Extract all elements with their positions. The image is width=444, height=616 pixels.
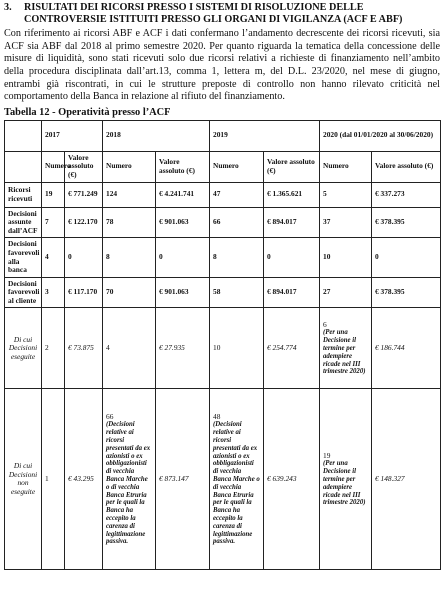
header-year-2020: 2020 (dal 01/01/2020 al 30/06/2020) — [320, 120, 441, 151]
header-year-2019: 2019 — [210, 120, 320, 151]
table-cell: € 901.063 — [156, 207, 210, 238]
table-cell: 47 — [210, 182, 264, 207]
table-cell: 7 — [42, 207, 65, 238]
section-heading — [4, 2, 440, 25]
row-label: Decisioni favorevoli al cliente — [5, 277, 42, 308]
table-cell: € 771.249 — [65, 182, 103, 207]
cell-note: (Per una Decisione il termine per adempiere ricade nel III trimestre 2020) — [323, 460, 366, 507]
subheader-numero: Numero — [103, 151, 156, 182]
table-cell: 0 — [372, 238, 441, 277]
table-cell: € 901.063 — [156, 277, 210, 308]
table-header-sub — [5, 151, 441, 182]
cell-number: 48 — [213, 411, 221, 421]
subheader-valore: Valore assoluto (€) — [156, 151, 210, 182]
cell-number: 19 — [323, 450, 331, 460]
table-cell — [210, 389, 264, 570]
table-cell: € 117.170 — [65, 277, 103, 308]
section-number: 3. — [4, 2, 12, 13]
table-cell: € 378.395 — [372, 277, 441, 308]
cell-note: (Decisioni relative ai ricorsi presentati da ex azionisti o ex obbligazionisti di vecchia Banca Marche o di vecchia Banca Etruria per le quali la Banca ha eccepito la carenza di legittimazione passiva. — [106, 421, 151, 546]
table-cell: 66 — [210, 207, 264, 238]
table-header-years — [5, 120, 441, 151]
table-cell: € 43.295 — [65, 389, 103, 570]
table-cell: 27 — [320, 277, 372, 308]
header-empty — [5, 151, 42, 182]
body-paragraph: Con riferimento ai ricorsi ABF e ACF i dati confermano l’andamento decrescente dei ricorsi ricevuti, sia ACF sia ABF dal 2018 al primo semestre 2020. Per quanto riguarda la tematica della concessione delle misure di liquidità, sono stati ricevuti solo due ricorsi relativi a richieste di finanziamento nell’ambito della procedura disciplinata dall’art.13, comma 1, lettera m, del D.L. 23/2020, nel mese di giugno, entrambi già riscontrati, in cui le strutture preposte di controllo non hanno rilevato criticità nel comportamento della Banca in relazione al rifiuto del finanziamento. — [4, 28, 440, 103]
table-row-non-eseguite — [5, 389, 441, 570]
table-row — [5, 277, 441, 308]
table-cell: € 254.774 — [264, 308, 320, 389]
table-cell: € 122.170 — [65, 207, 103, 238]
cell-number: 6 — [323, 319, 327, 329]
cell-note: (Per una Decisione il termine per adempiere ricade nel III trimestre 2020) — [323, 329, 366, 376]
table-row-eseguite — [5, 308, 441, 389]
cell-note: (Decisioni relative ai ricorsi presentati da ex azionisti o ex obbligazionisti di vecchia Banca Marche o di vecchia Banca Etruria per le quali la Banca ha eccepito la carenza di legittimazione passiva. — [213, 421, 260, 546]
table-cell: € 378.395 — [372, 207, 441, 238]
table-row — [5, 207, 441, 238]
table-cell: 37 — [320, 207, 372, 238]
table-cell — [103, 389, 156, 570]
table-cell: € 337.273 — [372, 182, 441, 207]
acf-table — [4, 120, 441, 571]
table-cell: € 148.327 — [372, 389, 441, 570]
table-cell: 124 — [103, 182, 156, 207]
table-cell: 8 — [103, 238, 156, 277]
table-row — [5, 238, 441, 277]
subheader-valore: Valore assoluto (€) — [372, 151, 441, 182]
table-row — [5, 182, 441, 207]
subheader-numero: Numero — [320, 151, 372, 182]
subheader-numero: Numero — [42, 151, 65, 182]
table-cell: € 4.241.741 — [156, 182, 210, 207]
table-cell — [320, 389, 372, 570]
table-cell: 3 — [42, 277, 65, 308]
row-label: Di cui Decisioni eseguite — [5, 308, 42, 389]
table-cell: € 894.017 — [264, 277, 320, 308]
table-caption: Tabella 12 - Operatività presso l’ACF — [4, 106, 171, 118]
table-cell: 0 — [65, 238, 103, 277]
section-title: RISULTATI DEI RICORSI PRESSO I SISTEMI DI RISOLUZIONE DELLE CONTROVERSIE ISTITUITI PRESSO GLI ORGANI DI VIGILANZA (ACF E ABF) — [24, 2, 403, 25]
table-cell: 78 — [103, 207, 156, 238]
table-cell — [320, 308, 372, 389]
table-cell: € 639.243 — [264, 389, 320, 570]
table-cell: 5 — [320, 182, 372, 207]
table-cell: € 1.365.621 — [264, 182, 320, 207]
table-cell: € 73.875 — [65, 308, 103, 389]
table-cell: € 186.744 — [372, 308, 441, 389]
table-cell: 19 — [42, 182, 65, 207]
table-cell: 10 — [320, 238, 372, 277]
table-cell: 0 — [156, 238, 210, 277]
table-cell: 4 — [103, 308, 156, 389]
table-cell: 8 — [210, 238, 264, 277]
header-year-2018: 2018 — [103, 120, 210, 151]
header-year-2017: 2017 — [42, 120, 103, 151]
table-cell: 1 — [42, 389, 65, 570]
row-label: Decisioni favorevoli alla banca — [5, 238, 42, 277]
table-cell: € 27.935 — [156, 308, 210, 389]
row-label: Decisioni assunte dall’ACF — [5, 207, 42, 238]
cell-number: 66 — [106, 411, 114, 421]
table-cell: 10 — [210, 308, 264, 389]
subheader-valore: Valore assoluto (€) — [65, 151, 103, 182]
subheader-numero: Numero — [210, 151, 264, 182]
table-cell: 70 — [103, 277, 156, 308]
row-label: Ricorsi ricevuti — [5, 182, 42, 207]
table-cell: 4 — [42, 238, 65, 277]
row-label: Di cui Decisioni non eseguite — [5, 389, 42, 570]
subheader-valore: Valore assoluto (€) — [264, 151, 320, 182]
table-cell: 0 — [264, 238, 320, 277]
table-cell: € 894.017 — [264, 207, 320, 238]
header-empty — [5, 120, 42, 151]
table-cell: 58 — [210, 277, 264, 308]
table-cell: 2 — [42, 308, 65, 389]
table-cell: € 873.147 — [156, 389, 210, 570]
